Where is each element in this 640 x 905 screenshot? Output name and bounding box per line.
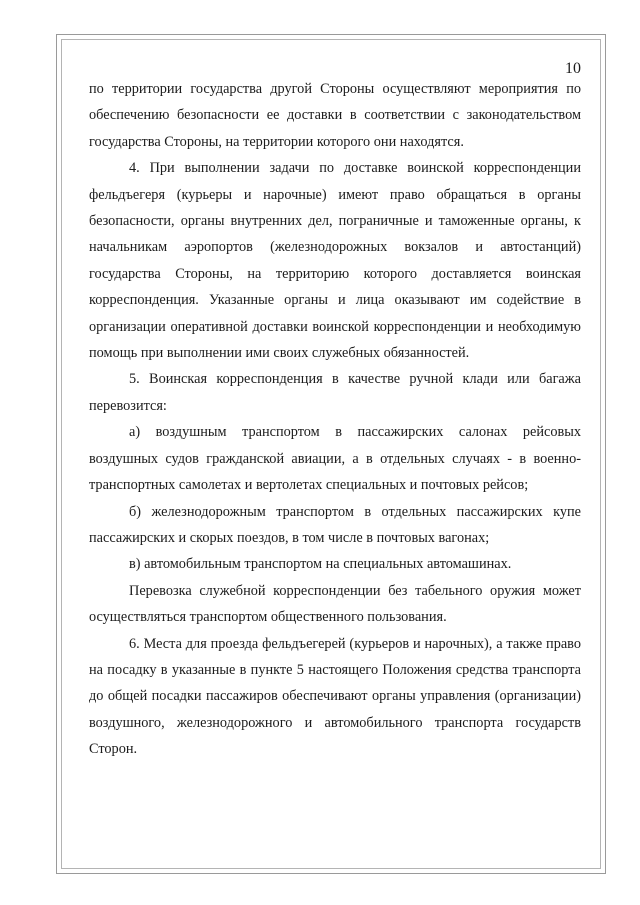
paragraph-item-5c: в) автомобильным транспортом на специальных автомашинах.: [129, 556, 512, 573]
page-number: 10: [565, 60, 581, 77]
paragraph-item-5: 5. Воинская корреспонденция в качестве ручной клади или багажа перевозится:: [89, 371, 581, 414]
paragraph-item-5b: б) железнодорожным транспортом в отдельных пассажирских купе пассажирских и скорых поездов, в том числе в почтовых вагонах;: [89, 503, 581, 546]
paragraph-item-6: 6. Места для проезда фельдъегерей (курьеров и нарочных), а также право на посадку в указанные в пункте 5 настоящего Положения средства транспорта до общей посадки пассажиров обеспечивают органы управления (организации) воздушного, железнодорожного и автомобильного транспорта государств Сторон.: [89, 635, 581, 758]
paragraph-item-4: 4. При выполнении задачи по доставке воинской корреспонденции фельдъегеря (курьеры и нарочные) имеют право обращаться в органы безопасности, органы внутренних дел, пограничные и таможенные органы, к начальникам аэропортов (железнодорожных вокзалов и автостанций) государства Стороны, на территорию которого доставляется воинская корреспонденция. Указанные органы и лица оказывают им содействие в организации оперативной доставки воинской корреспонденции и необходимую помощь при выполнении ими своих служебных обязанностей.: [89, 160, 581, 362]
paragraph-note: Перевозка служебной корреспонденции без табельного оружия может осуществляться транспортом общественного пользования.: [89, 582, 581, 626]
paragraph-continuation: по территории государства другой Стороны осуществляют мероприятия по обеспечению безопасности ее доставки в соответствии с законодательством государства Стороны, на территории которого они находятся.: [89, 81, 581, 150]
document-body: [89, 76, 581, 763]
paragraph-item-5a: а) воздушным транспортом в пассажирских салонах рейсовых воздушных судов гражданской авиации, а в отдельных случаях - в военно-транспортных самолетах и вертолетах специальных и почтовых рейсов;: [89, 424, 581, 494]
